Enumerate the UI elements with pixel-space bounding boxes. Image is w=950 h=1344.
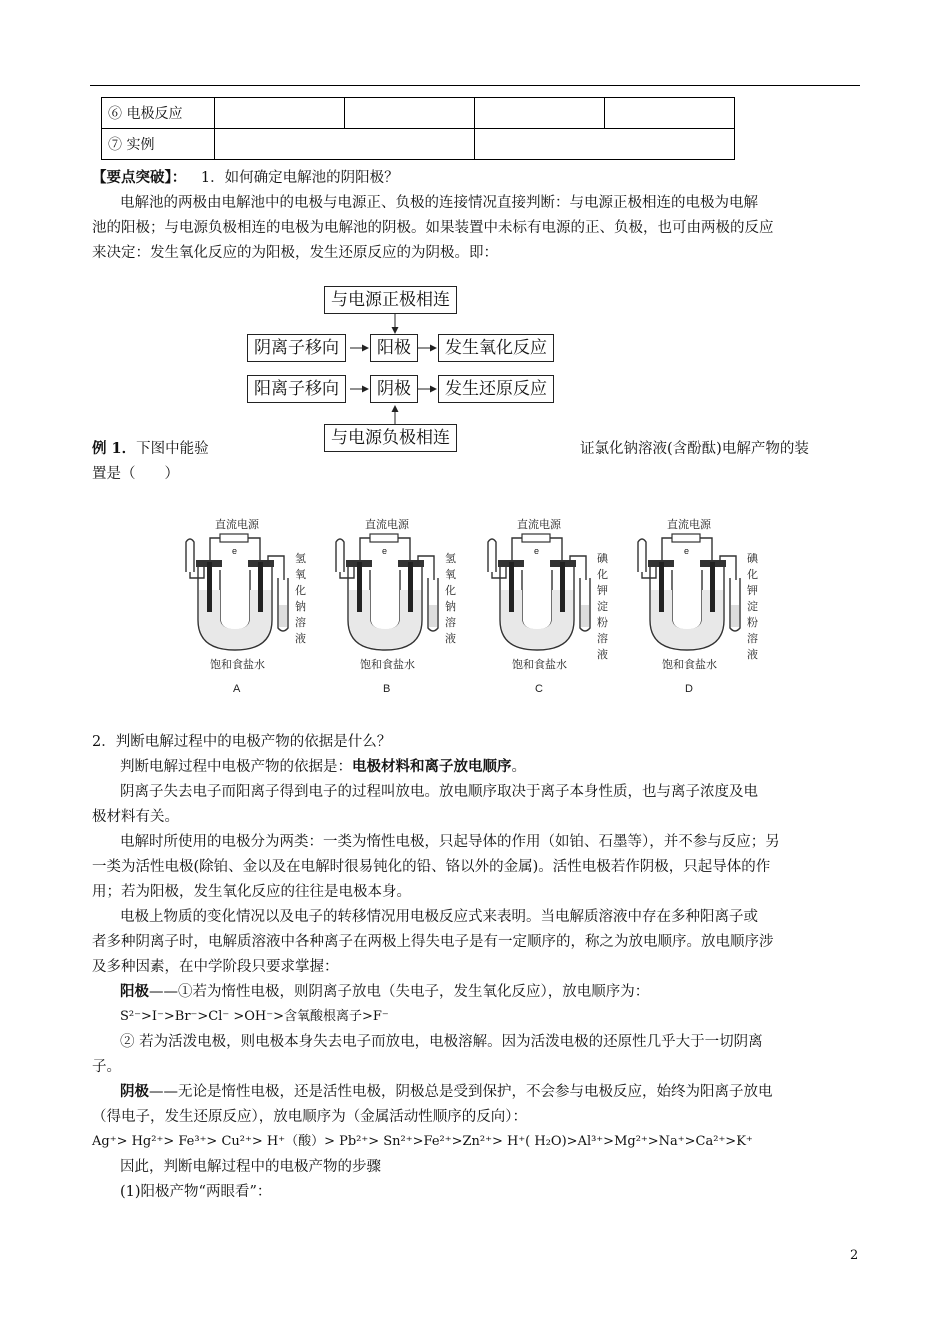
tube-solution (429, 605, 437, 627)
tube-solution (581, 605, 589, 627)
box-oxidation: 发生氧化反应 (438, 334, 554, 362)
power-label: 直流电源 (365, 519, 409, 531)
box-cathode: 阴极 (370, 375, 418, 403)
electrode-right (408, 562, 413, 612)
brine-label: 饱和食盐水 (512, 659, 567, 671)
delivery-tube-right (570, 556, 586, 580)
test-tube-left (336, 539, 344, 572)
side-label-char: 液 (747, 649, 758, 661)
test-tube-left (488, 539, 496, 572)
side-label-char: 溶 (445, 617, 456, 629)
delivery-tube-left (190, 566, 204, 578)
box-negative-terminal: 与电源负极相连 (324, 424, 457, 452)
side-label-char: 化 (295, 585, 306, 597)
option-letter: A (233, 683, 241, 695)
side-label-char: 钾 (597, 585, 608, 597)
side-label-char: 钾 (747, 585, 758, 597)
side-label-char: 粉 (597, 617, 608, 629)
power-supply (220, 534, 248, 542)
apparatus-svg (0, 510, 950, 710)
paragraph-line: 极材料有关。 (92, 809, 179, 825)
step-1: (1)阳极产物“两眼看”： (120, 1184, 272, 1200)
side-label-char: 溶 (597, 633, 608, 645)
paragraph-line: 者多种阴离子时，电解质溶液中各种离子在两极上得失电子是有一定顺序的，称之为放电顺序。放电顺序涉 (92, 934, 774, 950)
cation-discharge-order: Ag⁺> Hg²⁺> Fe³⁺> Cu²⁺> H⁺（酸）> Pb²⁺> Sn²⁺>Fe²⁺>Zn²⁺> H⁺( H₂O)>Al³⁺>Mg²⁺>Na⁺>Ca²⁺>K⁺ (92, 1134, 753, 1149)
side-label-char: 粉 (747, 617, 758, 629)
delivery-tube-left (642, 566, 656, 578)
cathode-rule-line (120, 1080, 773, 1104)
apparatus-c (488, 517, 609, 695)
electron-label: e (382, 546, 388, 556)
side-label-char: 液 (597, 649, 608, 661)
paragraph-line: 阴离子失去电子而阳离子得到电子的过程叫放电。放电顺序取决于离子本身性质，也与离子浓度及电 (120, 784, 758, 800)
power-supply (672, 534, 700, 542)
anode-bold: 阳极 (120, 983, 149, 1000)
box-anode: 阳极 (370, 334, 418, 362)
table-row-label: ⑥ 电极反应 (102, 98, 215, 129)
wire-left (662, 538, 672, 562)
box-positive-terminal: 与电源正极相连 (324, 286, 457, 314)
side-label-char: 氧 (295, 569, 306, 581)
side-label-char: 氧 (445, 569, 456, 581)
paragraph-line: 因此，判断电解过程中的电极产物的步骤 (120, 1159, 381, 1175)
apparatus-d (638, 517, 759, 695)
box-anion-migration: 阴离子移向 (247, 334, 346, 362)
side-label-char: 液 (295, 633, 306, 645)
table-row-label: ⑦ 实例 (102, 129, 215, 160)
wire-left (512, 538, 522, 562)
paragraph-line: 电解池的两极由电解池中的电极与电源正、负极的连接情况直接判断：与电源正极相连的电极为电解 (120, 195, 758, 211)
brine-label: 饱和食盐水 (210, 659, 265, 671)
paragraph-line: 及多种因素，在中学阶段只要求掌握： (92, 959, 339, 975)
page-number: 2 (850, 1248, 859, 1263)
paragraph-line: （得电子，发生还原反应），放电顺序为（金属活动性顺序的反向）： (92, 1109, 527, 1125)
tube-solution (279, 605, 287, 627)
u-tube-inner (522, 570, 552, 630)
paragraph-line: 一类为活性电极(除铂、金以及在电解时很易钝化的铅、铬以外的金属)。活性电极若作阴极，只起导体的作 (92, 859, 771, 875)
example-1-line (92, 437, 209, 461)
delivery-tube-right (720, 556, 736, 580)
side-label-char: 钠 (295, 601, 306, 613)
basis-suffix: 。 (511, 759, 526, 775)
brine-label: 饱和食盐水 (662, 659, 717, 671)
example-label: 例 1． (92, 440, 137, 457)
power-supply (370, 534, 398, 542)
apparatus-b (336, 517, 456, 695)
apparatus-a (186, 517, 306, 695)
electrode-left (357, 562, 362, 612)
paragraph-line: 用；若为阳极，发生氧化反应的往往是电极本身。 (92, 884, 411, 900)
tube-solution (731, 605, 739, 627)
electron-label: e (534, 546, 540, 556)
test-tube-left (186, 539, 194, 572)
electrode-right (710, 562, 715, 612)
side-label-char: 溶 (295, 617, 306, 629)
basis-prefix: 判断电解过程中电极产物的依据是： (120, 759, 352, 775)
question-2: 2．判断电解过程中的电极产物的依据是什么？ (92, 734, 392, 750)
side-label-char: 化 (747, 569, 758, 581)
side-label-char: 液 (445, 633, 456, 645)
delivery-tube-left (492, 566, 506, 578)
wire-right (550, 538, 562, 562)
paragraph-line: 子。 (92, 1059, 121, 1075)
paragraph-line: 池的阳极；与电源负极相连的电极为电解池的阴极。如果装置中未标有电源的正、负极，也可由两极的反应 (92, 220, 774, 236)
delivery-tube-left (340, 566, 354, 578)
side-label-char: 钠 (445, 601, 456, 613)
brine-label: 饱和食盐水 (360, 659, 415, 671)
basis-line (120, 755, 526, 779)
side-label-char: 化 (445, 585, 456, 597)
electron-label: e (232, 546, 238, 556)
electron-label: e (684, 546, 690, 556)
anion-discharge-order: S²⁻>I⁻>Br⁻>Cl⁻ >OH⁻>含氧酸根离子>F⁻ (120, 1009, 389, 1024)
paragraph-line: 电解时所使用的电极分为两类：一类为惰性电极，只起导体的作用（如铂、石墨等），并不参与反应；另 (120, 834, 780, 850)
side-label-char: 淀 (597, 601, 608, 613)
side-label-char: 氢 (445, 553, 456, 565)
wire-right (248, 538, 260, 562)
side-label-char: 碘 (597, 553, 608, 565)
u-tube-inner (220, 570, 250, 630)
key-points-title: 【要点突破】： (92, 169, 187, 186)
anode-text: ——①若为惰性电极，则阴离子放电（失电子，发生氧化反应），放电顺序为： (149, 984, 650, 1000)
side-label-char: 化 (597, 569, 608, 581)
box-cation-migration: 阳离子移向 (247, 375, 346, 403)
electrode-right (258, 562, 263, 612)
delivery-tube-right (268, 556, 284, 580)
option-letter: C (535, 683, 543, 695)
example-answer-line: 置是（ ） (92, 466, 179, 482)
wire-left (360, 538, 370, 562)
option-letter: B (383, 683, 391, 695)
u-tube-inner (672, 570, 702, 630)
power-label: 直流电源 (667, 519, 711, 531)
u-tube-inner (370, 570, 400, 630)
paragraph-line: ② 若为活泼电极，则电极本身失去电子而放电，电极溶解。因为活泼电极的还原性几乎大于一切阴离 (120, 1034, 763, 1050)
electrode-left (509, 562, 514, 612)
paragraph-line: 来决定：发生氧化反应的为阳极，发生还原反应的为阴极。即： (92, 245, 498, 261)
example-text-left: 下图中能验 (136, 441, 209, 457)
basis-bold: 电极材料和离子放电顺序 (352, 758, 512, 775)
option-letter: D (685, 683, 693, 695)
power-supply (522, 534, 550, 542)
wire-left (210, 538, 220, 562)
side-label-char: 氢 (295, 553, 306, 565)
question-1: 1．如何确定电解池的阴阳极？ (200, 170, 399, 186)
paragraph-line: 电极上物质的变化情况以及电子的转移情况用电极反应式来表明。当电解质溶液中存在多种阳离子或 (120, 909, 758, 925)
electrode-right (560, 562, 565, 612)
cathode-text: ——无论是惰性电极，还是活性电极，阴极总是受到保护，不会参与电极反应，始终为阳离子放电 (149, 1084, 773, 1100)
power-label: 直流电源 (215, 519, 259, 531)
electrode-left (659, 562, 664, 612)
wire-right (398, 538, 410, 562)
box-reduction: 发生还原反应 (438, 375, 554, 403)
side-label-char: 淀 (747, 601, 758, 613)
side-label-char: 碘 (747, 553, 758, 565)
test-tube-left (638, 539, 646, 572)
anode-rule-line (120, 980, 649, 1004)
delivery-tube-right (418, 556, 434, 580)
wire-right (700, 538, 712, 562)
cathode-bold: 阴极 (120, 1083, 149, 1100)
side-label-char: 溶 (747, 633, 758, 645)
example-text-right: 证氯化钠溶液(含酚酞)电解产物的装 (580, 441, 809, 457)
power-label: 直流电源 (517, 519, 561, 531)
electrode-left (207, 562, 212, 612)
